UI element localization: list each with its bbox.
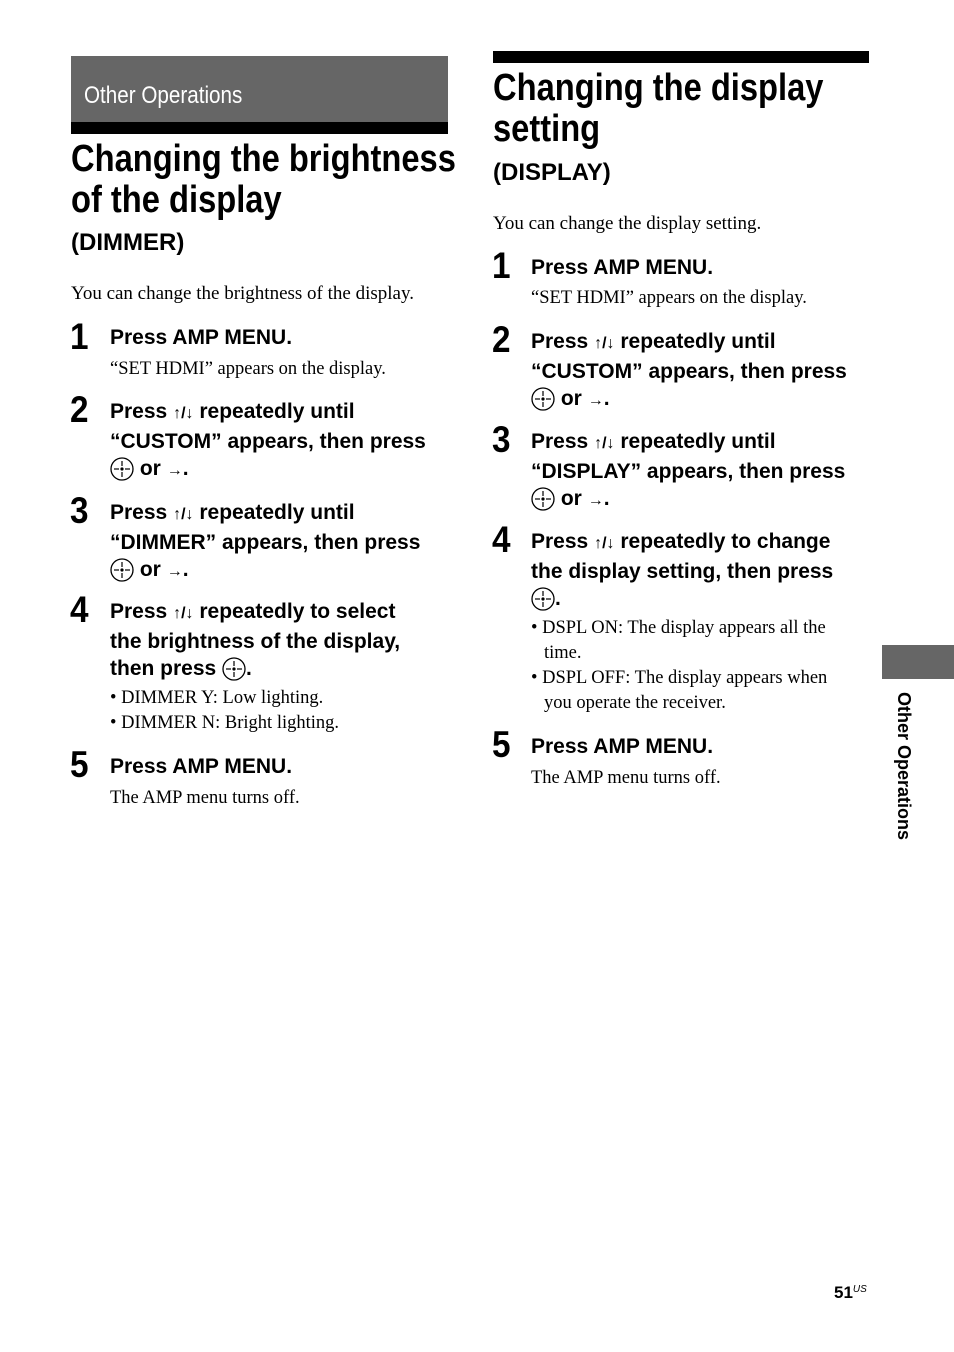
enter-button-icon — [531, 587, 555, 611]
bullet-item: • DIMMER N: Bright lighting. — [110, 713, 340, 733]
step-text: Press ↑/↓ repeatedly to change the display setting, then press . — [531, 530, 834, 610]
step-number: 5 — [70, 744, 89, 785]
step-note: “SET HDMI” appears on the display. — [110, 359, 386, 379]
step-number: 5 — [492, 724, 511, 765]
step-text: Press AMP MENU. — [531, 256, 714, 279]
section-rule — [71, 122, 448, 134]
bullet-item: • DIMMER Y: Low lighting. — [110, 688, 324, 708]
left-heading-line1: Changing the brightness — [71, 138, 456, 180]
step-note: The AMP menu turns off. — [531, 768, 721, 788]
step-text: Press ↑/↓ repeatedly until “CUSTOM” appears, then press or →. — [110, 400, 426, 480]
right-heading — [493, 68, 823, 150]
step-number: 1 — [492, 245, 511, 286]
section-banner — [71, 56, 448, 122]
left-intro: You can change the brightness of the display. — [71, 283, 414, 304]
step-text: Press AMP MENU. — [110, 326, 293, 349]
bullet-item: • DSPL ON: The display appears all the — [531, 618, 826, 638]
right-arrow-icon: → — [587, 392, 604, 409]
enter-button-icon — [222, 657, 246, 681]
step-text: Press ↑/↓ repeatedly until “DISPLAY” appears, then press or →. — [531, 430, 846, 510]
bullet-item: you operate the receiver. — [544, 693, 726, 713]
enter-button-icon — [110, 457, 134, 481]
step-text: Press AMP MENU. — [110, 755, 293, 778]
bullet-item: time. — [544, 643, 582, 663]
left-subtitle: (DIMMER) — [71, 229, 185, 256]
step-text: Press AMP MENU. — [531, 735, 714, 758]
side-tab-marker — [882, 645, 954, 679]
enter-button-icon — [531, 487, 555, 511]
right-subtitle: (DISPLAY) — [493, 159, 611, 186]
step-text: Press ↑/↓ repeatedly to select the brightness of the display, then press . — [110, 600, 401, 680]
enter-button-icon — [531, 387, 555, 411]
step-number: 4 — [492, 519, 511, 560]
step-text: Press ↑/↓ repeatedly until “DIMMER” appears, then press or →. — [110, 501, 421, 581]
bullet-item: • DSPL OFF: The display appears when — [531, 668, 828, 688]
up-down-arrow-icon: ↑/↓ — [594, 535, 615, 552]
up-down-arrow-icon: ↑/↓ — [173, 605, 194, 622]
right-intro: You can change the display setting. — [493, 213, 762, 234]
side-tab-label: Other Operations — [894, 692, 914, 841]
up-down-arrow-icon: ↑/↓ — [594, 335, 615, 352]
step-number: 2 — [70, 389, 89, 430]
up-down-arrow-icon: ↑/↓ — [594, 435, 615, 452]
right-rule — [493, 51, 869, 63]
step-number: 2 — [492, 319, 511, 360]
right-arrow-icon: → — [587, 492, 604, 509]
section-title: Other Operations — [84, 82, 243, 109]
enter-button-icon — [110, 558, 134, 582]
step-bullets — [110, 686, 339, 736]
left-heading-line2: of the display — [71, 179, 282, 221]
step-note: The AMP menu turns off. — [110, 788, 300, 808]
right-heading-line1: Changing the display — [493, 67, 824, 109]
right-heading-line2: setting — [493, 108, 601, 150]
step-note: “SET HDMI” appears on the display. — [531, 288, 807, 308]
step-number: 3 — [492, 419, 511, 460]
step-number: 4 — [70, 589, 89, 630]
step-number: 1 — [70, 316, 89, 357]
step-bullets — [531, 616, 827, 716]
step-number: 3 — [70, 490, 89, 531]
page-number: $51^{US}$ — [834, 1283, 867, 1302]
up-down-arrow-icon: ↑/↓ — [173, 405, 194, 422]
right-arrow-icon: → — [166, 462, 183, 479]
up-down-arrow-icon: ↑/↓ — [173, 506, 194, 523]
right-arrow-icon: → — [166, 563, 183, 580]
left-heading — [71, 139, 456, 221]
step-text: Press ↑/↓ repeatedly until “CUSTOM” appears, then press or →. — [531, 330, 847, 410]
